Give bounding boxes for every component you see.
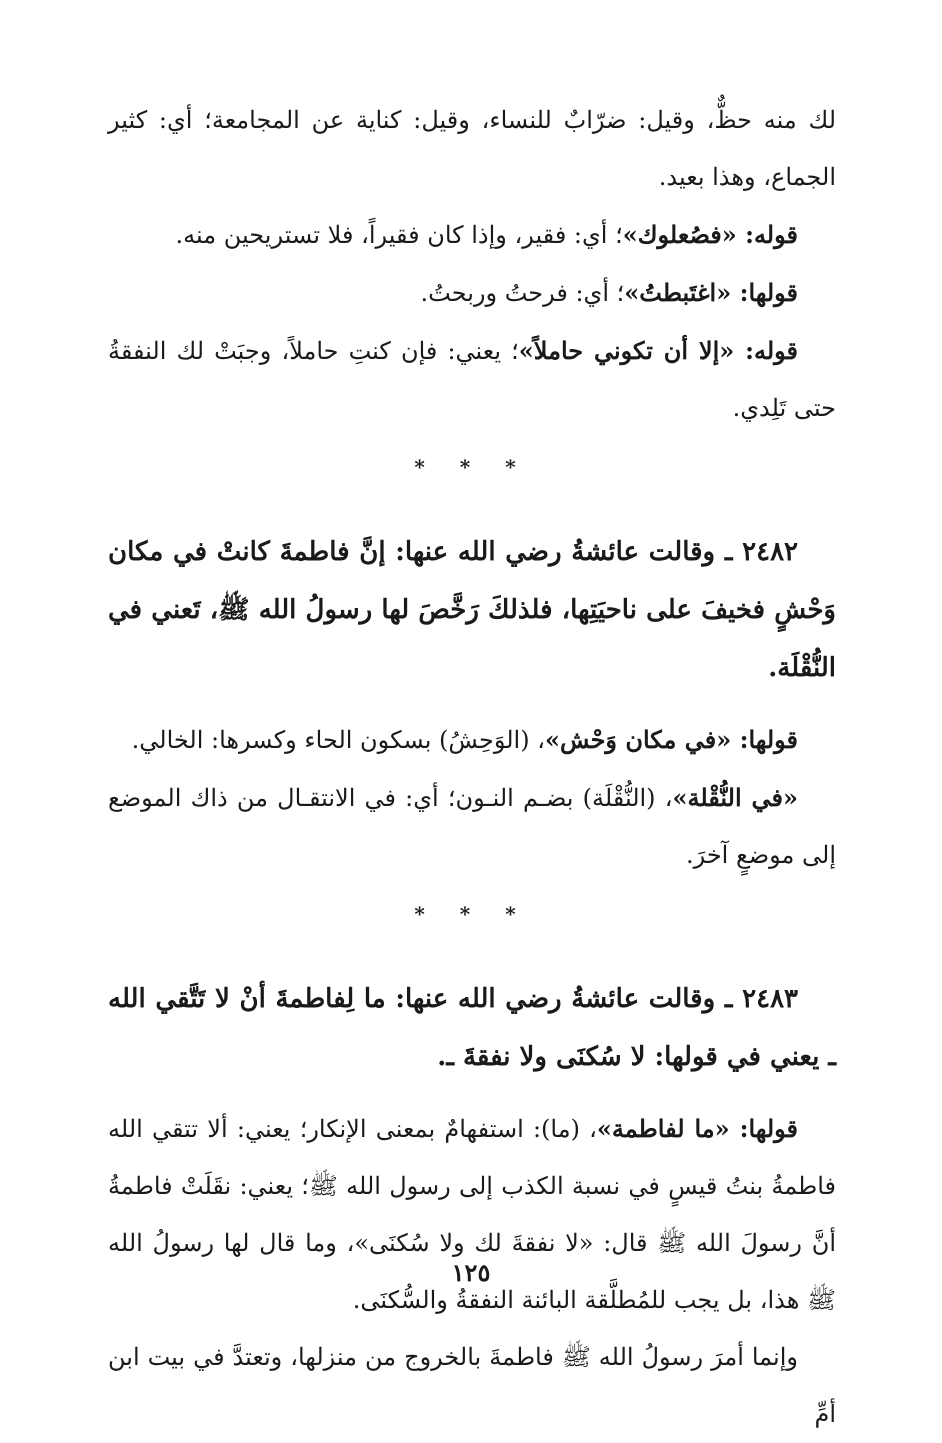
commentary-continuation — [108, 1329, 836, 1443]
quoted-term: «في النُّقْلة» — [672, 783, 798, 812]
commentary-faslouk — [108, 206, 836, 264]
commentary-ma-lifatima — [108, 1100, 836, 1329]
section-separator: * * * — [414, 902, 530, 926]
commentary-text: ؛ أي: فرحتُ وربحتُ. — [420, 279, 625, 307]
commentary-wahsh — [108, 711, 836, 769]
paragraph-continuation — [108, 92, 836, 206]
commentary-text: ؛ يعني: فإن كنتِ حاملاً، وجبَتْ لك النفقةُ حتى تَلِدي. — [108, 337, 836, 422]
commentary-nuqla — [108, 769, 836, 884]
quoted-term: قولها: «ما لفاطمة» — [596, 1114, 798, 1143]
commentary-text: ، (الوَحِشُ) بسكون الحاء وكسرها: الخالي. — [131, 726, 545, 754]
commentary-text: ، (النُّقْلَة) بضـم النـون؛ أي: في الانتقـال من ذاك الموضع إلى موضعٍ آخرَ. — [108, 784, 836, 869]
quoted-term: قوله: «فصُعلوك» — [622, 220, 798, 249]
quoted-term: قوله: «إلا أن تكوني حاملاً» — [518, 336, 799, 365]
hadith-2483: ٢٤٨٣ ـ وقالت عائشةُ رضي الله عنها: ما لِفاطمةَ أنْ لا تَتَّقي الله ـ يعني في قولها: لا سُكنَى ولا نفقةَ ـ. — [108, 984, 836, 1072]
section-separator: * * * — [414, 455, 530, 479]
commentary-hamil — [108, 322, 836, 437]
commentary-text: ؛ أي: فقير، وإذا كان فقيراً، فلا تستريحين منه. — [175, 221, 623, 249]
commentary-ightabatt — [108, 264, 836, 322]
page-body — [108, 92, 836, 1443]
hadith-2482: ٢٤٨٢ ـ وقالت عائشةُ رضي الله عنها: إنَّ فاطمةَ كانتْ في مكان وَحْشٍ فخيفَ على ناحيَتِها، فلذلكَ رَخَّصَ لها رسولُ الله ﷺ، تَعني في النُّقْلَة. — [108, 537, 836, 683]
commentary-text: وإنما أمرَ رسولُ الله ﷺ فاطمةَ بالخروج من منزلها، وتعتدَّ في بيت ابن أمِّ — [108, 1343, 836, 1428]
quoted-term: قولها: «في مكان وَحْش» — [544, 725, 798, 754]
quoted-term: قولها: «اغتَبطتُ» — [624, 278, 798, 307]
commentary-text: ، (ما): استفهامٌ بمعنى الإنكار؛ يعني: ألا تتقي الله فاطمةُ بنتُ قيسٍ في نسبة الكذب إلى رسول الله ﷺ؛ يعني: نقَلَتْ فاطمةُ أنَّ رسولَ الله ﷺ قال: «لا نفقةَ لك ولا سُكنَى»، وما قال لها رسولُ الله ﷺ هذا، بل يجب للمُطلَّقة البائنة النفقةُ والسُّكنَى. — [108, 1115, 836, 1314]
page-number: ١٢٥ — [451, 1258, 491, 1287]
paragraph-text: لك منه حظٌّ، وقيل: ضرّابٌ للنساء، وقيل: كناية عن المجامعة؛ أي: كثير الجماع، وهذا بعيد. — [108, 106, 836, 191]
